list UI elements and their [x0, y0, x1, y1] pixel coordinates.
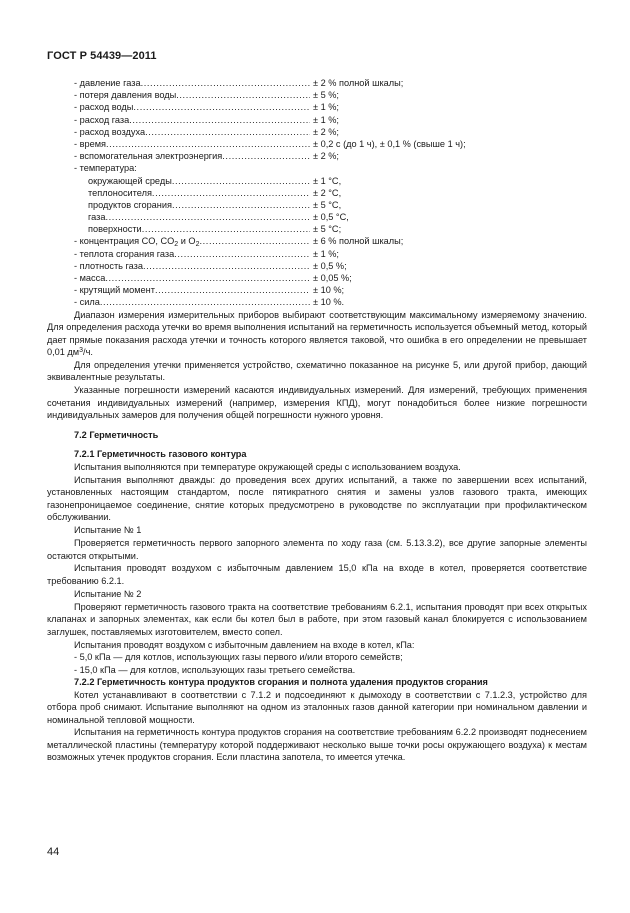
tolerance-value: ± 5 °С; [313, 224, 342, 235]
paragraph-test-2-air: Испытания проводят воздухом с избыточным давлением на входе в котел, кПа: [74, 639, 415, 650]
tolerance-row [47, 138, 587, 150]
tolerance-value: ± 0,05 %; [313, 273, 352, 283]
leader-dots [129, 114, 310, 127]
leader-dots [152, 187, 310, 200]
formula-subscript: 2 [195, 241, 200, 248]
formula-part: - концентрация CO, CO [74, 236, 175, 247]
tolerance-label-text: окружающей среды [88, 175, 172, 186]
tolerance-row [47, 223, 587, 235]
tolerance-value: ± 2 °С, [313, 187, 342, 198]
tolerance-label [74, 235, 310, 248]
tolerance-label [74, 126, 310, 139]
tolerance-row [47, 211, 587, 223]
tolerance-value: ± 5 %; [313, 90, 339, 101]
tolerance-label [74, 77, 310, 90]
tolerance-value: ± 2 %; [313, 126, 339, 137]
list-item-pressure-2: - 15,0 кПа — для котлов, использующих газы третьего семейства. [74, 664, 356, 675]
tolerance-value: ± 2 %; [313, 151, 339, 162]
leader-dots [143, 260, 310, 273]
tolerance-row [47, 114, 587, 126]
tolerance-row [47, 248, 587, 260]
tolerance-row [47, 77, 587, 89]
leader-dots [100, 296, 310, 309]
paragraph-twice: Испытания выполняют дважды: до проведения всех других испытаний, а также по завершении всех испытаний, установленных настоящим стандартом, после пятикратного снятия и замены узлов газового тракта, имеющих газонепроницаемое соединение, снятие которых предусмотрено в руководстве по эксплуатации при профилактическом обслуживании. [47, 474, 587, 523]
tolerance-label-text: газа [88, 212, 106, 223]
tolerance-value: ± 1 °С, [313, 175, 342, 186]
paragraph-test-1-check: Проверяется герметичность первого запорного элемента по ходу газа (см. 5.13.3.2), все другие запорные элементы остаются открытыми. [47, 538, 587, 561]
tolerance-label [74, 284, 310, 297]
tolerance-label-text: - температура: [74, 163, 137, 174]
list-item-pressure-1: - 5,0 кПа — для котлов, использующих газы первого и/или второго семейств; [74, 652, 403, 663]
paragraph-errors: Указанные погрешности измерений касаются индивидуальных измерений. Для измерений, требующих применения сочетания индивидуальных измерений (например, измерения КПД), могут понадобиться более низкие погрешности индивидуальных замеров для получения общей погрешности нужного уровня. [47, 385, 587, 421]
test-2-title: Испытание № 2 [74, 588, 142, 599]
document-body [47, 77, 587, 764]
tolerance-label-formula [74, 235, 199, 248]
tolerance-value: ± 1 %; [313, 114, 339, 125]
leader-dots [106, 138, 310, 151]
tolerance-value: ± 6 % полной шкалы; [313, 236, 404, 247]
tolerance-label [88, 211, 310, 224]
paragraph-measurement-range: Диапазон измерения измерительных приборов выбирают соответствующим максимальному измеряемому значению. Для определения расхода утечки во время выполнения испытаний на герметичность используется объемный метод, который дает прямые показания расхода утечки и точность которого является таковой, что ошибка в его определении не превышает 0,01 $дм^3/ч$. [47, 309, 587, 358]
tolerance-label-text: теплоносителя [88, 187, 152, 198]
paragraph-test-2-check: Проверяют герметичность газового тракта на соответствие требованиям 6.2.1, испытания проводят при всех открытых клапанах и запорных элементах, как если бы котел был в работе, при этом газовый канал блокируется с использованием заглушек, поставляемых изготовителем, вместо сопел. [47, 601, 587, 637]
tolerance-row [47, 187, 587, 199]
tolerance-label-text: продуктов сгорания [88, 199, 172, 210]
tolerance-value: ± 10 %; [313, 285, 345, 296]
tolerance-label [74, 296, 310, 309]
tolerance-label [74, 101, 310, 114]
leader-dots [141, 77, 310, 90]
tolerance-value: ± 5 °С, [313, 199, 342, 210]
tolerance-row [47, 272, 587, 284]
leader-dots [145, 126, 310, 139]
heading-7-2: 7.2 Герметичность [74, 429, 159, 440]
tolerance-row [47, 162, 587, 174]
leader-dots [172, 175, 310, 188]
tolerance-label [74, 89, 310, 102]
tolerance-label-text: поверхности [88, 224, 142, 235]
page-number: 44 [47, 846, 60, 858]
document-header: ГОСТ Р 54439—2011 [47, 50, 157, 62]
tolerance-label-text: - расход воздуха [74, 126, 146, 137]
tolerance-label [88, 187, 310, 200]
tolerance-row [47, 126, 587, 138]
formula-subscript: 2 [174, 241, 179, 248]
test-1-title: Испытание № 1 [74, 525, 142, 536]
leader-dots [176, 89, 310, 102]
tolerance-label [88, 223, 310, 236]
formula-part: и O [178, 236, 196, 247]
tolerance-row [47, 101, 587, 113]
tolerance-row [47, 199, 587, 211]
tolerance-label [74, 260, 310, 273]
tolerance-label-text: - масса [74, 273, 106, 283]
tolerance-label [88, 199, 310, 212]
tolerance-label-text: - расход воды [74, 102, 134, 113]
tolerance-row [47, 150, 587, 162]
tolerance-label [74, 162, 137, 175]
paragraph-install: Котел устанавливают в соответствии с 7.1.2 и подсоединяют к дымоходу в соответствии с 7.1.2.3, устройство для отбора проб снимают. Испытание выполняют на одном из эталонных газов данной категории при номинальном давлении и номинальной тепловой мощности. [47, 689, 587, 725]
leader-dots [142, 223, 310, 236]
paragraph-test-1-air: Испытания проводят воздухом с избыточным давлением 15,0 кПа на входе в котел, проверяется соответствие требованию 6.2.1. [47, 563, 587, 586]
leader-dots [222, 150, 310, 163]
paragraph-plate-test: Испытания на герметичность контура продуктов сгорания на соответствие требованиям 6.2.2 производят поднесением металлической пластины (температуру которой поддерживают несколько выше точки росы окружающего воздуха) к местам возможных утечек продуктов сгорания. Если пластина запотела, то имеется утечка. [47, 727, 587, 763]
leader-dots [174, 248, 310, 261]
tolerance-label-text: - вспомогательная электроэнергия [74, 151, 223, 162]
tolerance-label [74, 248, 310, 261]
tolerance-value: ± 0,5 °С, [313, 212, 349, 223]
tolerance-label-text: - теплота сгорания газа [74, 248, 175, 259]
tolerance-value: ± 0,5 %; [313, 260, 347, 271]
tolerance-label-text: - давление газа [74, 78, 141, 88]
tolerance-label-text: - время [74, 138, 107, 149]
leader-dots [199, 235, 310, 248]
tolerance-value: ± 1 %; [313, 248, 339, 259]
paragraph-leak-device: Для определения утечки применяется устройство, схематично показанное на рисунке 5, или другой прибор, дающий эквивалентные результаты. [47, 359, 587, 383]
leader-dots [172, 199, 310, 212]
tolerance-label [74, 272, 310, 285]
tolerance-label-text: - расход газа [74, 114, 130, 125]
tolerance-list [47, 77, 587, 309]
tolerance-value: ± 10 %. [313, 297, 345, 308]
tolerance-row [47, 284, 587, 296]
leader-dots [155, 284, 310, 297]
tolerance-row [47, 89, 587, 101]
tolerance-label-text: - потеря давления воды [74, 90, 177, 101]
tolerance-value: ± 0,2 с (до 1 ч), ± 0,1 % (свыше 1 ч); [313, 138, 466, 149]
heading-7-2-2: 7.2.2 Герметичность контура продуктов сгорания и полнота удаления продуктов сгорания [74, 677, 488, 688]
tolerance-value: ± 1 %; [313, 102, 339, 113]
paragraph-ambient: Испытания выполняются при температуре окружающей среды с использованием воздуха. [74, 461, 461, 472]
tolerance-row [47, 235, 587, 247]
tolerance-row [47, 296, 587, 308]
tolerance-row [47, 260, 587, 272]
tolerance-label [88, 175, 310, 188]
leader-dots [105, 211, 310, 224]
tolerance-label-text: - сила [74, 297, 100, 308]
heading-7-2-1: 7.2.1 Герметичность газового контура [74, 449, 247, 460]
tolerance-label [74, 150, 310, 163]
tolerance-row [47, 175, 587, 187]
leader-dots [105, 272, 310, 285]
tolerance-label-text: - плотность газа [74, 260, 143, 271]
tolerance-value: ± 2 % полной шкалы; [313, 78, 404, 88]
tolerance-label [74, 114, 310, 127]
tolerance-label-text: - крутящий момент [74, 285, 155, 296]
tolerance-label [74, 138, 310, 151]
leader-dots [133, 101, 310, 114]
